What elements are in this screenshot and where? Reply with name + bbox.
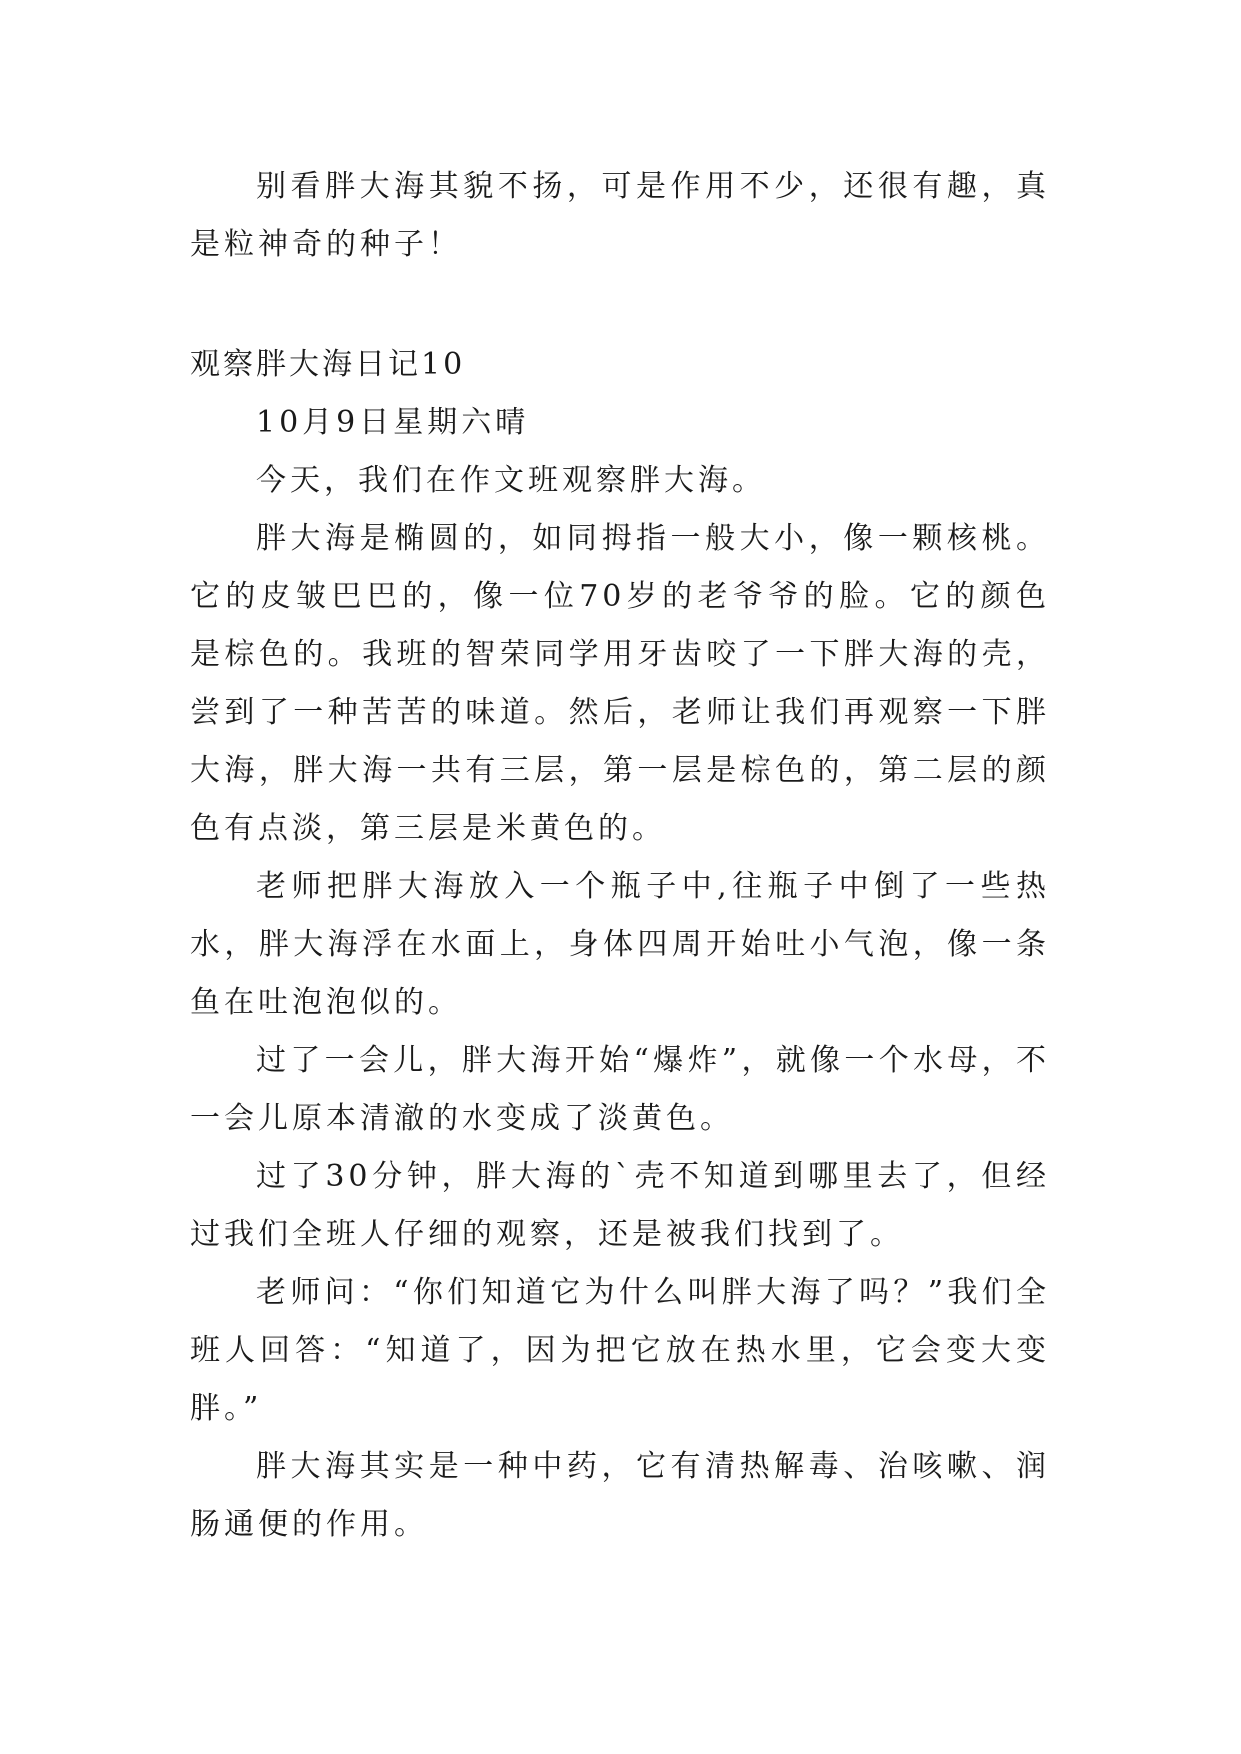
section-title: 观察胖大海日记10 <box>190 347 466 382</box>
paragraph: 老师问：“你们知道它为什么叫胖大海了吗？”我们全班人回答：“知道了，因为把它放在热水里，它会变大变胖。” <box>190 1275 1050 1426</box>
paragraph: 胖大海是椭圆的，如同拇指一般大小，像一颗核桃。它的皮皱巴巴的，像一位70岁的老爷爷的脸。它的颜色是棕色的。我班的智荣同学用牙齿咬了一下胖大海的壳，尝到了一种苦苦的味道。然后，老师让我们再观察一下胖大海，胖大海一共有三层，第一层是棕色的，第二层的颜色有点淡，第三层是米黄色的。 <box>190 521 1050 846</box>
paragraph: 老师把胖大海放入一个瓶子中,往瓶子中倒了一些热水，胖大海浮在水面上，身体四周开始吐小气泡，像一条鱼在吐泡泡似的。 <box>190 869 1050 1020</box>
date-line: 10月9日星期六晴 <box>256 405 530 440</box>
paragraph: 今天，我们在作文班观察胖大海。 <box>256 463 766 498</box>
intro-paragraph: 别看胖大海其貌不扬，可是作用不少，还很有趣，真是粒神奇的种子！ <box>190 169 1050 262</box>
paragraph: 过了30分钟，胖大海的`壳不知道到哪里去了，但经过我们全班人仔细的观察，还是被我们找到了。 <box>190 1159 1050 1252</box>
document-body <box>190 158 1050 1554</box>
paragraph: 过了一会儿，胖大海开始“爆炸”，就像一个水母，不一会儿原本清澈的水变成了淡黄色。 <box>190 1043 1050 1136</box>
paragraph: 胖大海其实是一种中药，它有清热解毒、治咳嗽、润肠通便的作用。 <box>190 1449 1050 1542</box>
